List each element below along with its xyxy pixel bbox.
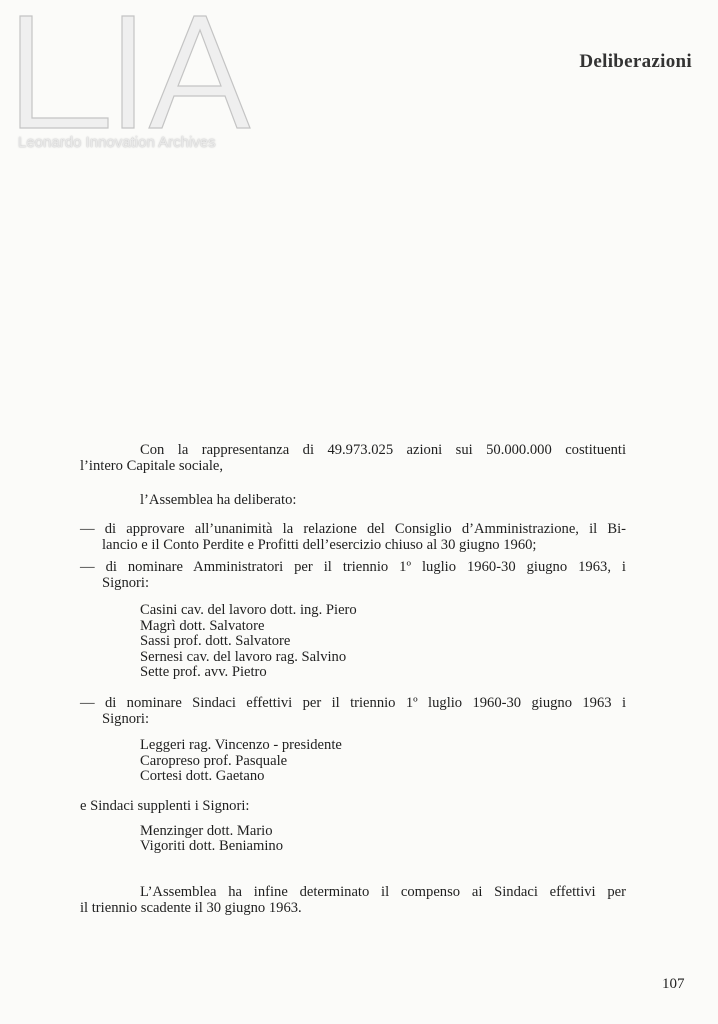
item-directors-line-2: Signori: — [102, 575, 150, 591]
directors-list — [80, 603, 626, 681]
item-auditors — [80, 695, 626, 727]
item-approve — [80, 521, 626, 553]
list-item: Sette prof. avv. Pietro — [140, 664, 267, 681]
item-directors-line-1: — di nominare Amministratori per il triennio 1º luglio 1960-30 giugno 1963, i — [80, 559, 626, 575]
closing-paragraph — [80, 884, 626, 916]
auditors-list — [80, 738, 626, 785]
assembly-resolved: l’Assemblea ha deliberato: — [140, 492, 297, 508]
list-item: Cortesi dott. Gaetano — [140, 768, 265, 785]
watermark-logo — [16, 12, 256, 160]
item-approve-line-1: — di approvare all’unanimità la relazione del Consiglio d’Amministrazione, il Bi- — [80, 521, 626, 537]
watermark-caption: Leonardo Innovation Archives — [18, 134, 216, 151]
substitutes-intro: e Sindaci supplenti i Signori: — [80, 797, 250, 814]
closing-line-2: il triennio scadente il 30 giugno 1963. — [80, 899, 302, 916]
page-title: Deliberazioni — [579, 51, 692, 72]
closing-line-1: L’Assemblea ha infine determinato il compenso ai Sindaci effettivi per — [140, 883, 626, 900]
document-body — [80, 442, 626, 916]
list-item: Vigoriti dott. Beniamino — [140, 838, 284, 855]
item-auditors-line-2: Signori: — [102, 710, 150, 727]
intro-line-1: Con la rappresentanza di 49.973.025 azioni sui 50.000.000 costituenti — [140, 442, 626, 458]
page-number: 107 — [662, 976, 685, 992]
intro-paragraph — [80, 442, 626, 474]
item-directors — [80, 559, 626, 591]
intro-line-2: l’intero Capitale sociale, — [80, 458, 224, 474]
list-item: Menzinger dott. Mario — [140, 822, 273, 839]
list-item: Magrì dott. Salvatore — [140, 617, 265, 634]
item-approve-line-2: lancio e il Conto Perdite e Profitti dell’esercizio chiuso al 30 giugno 1960; — [102, 537, 537, 553]
list-item: Leggeri rag. Vincenzo - presidente — [140, 736, 342, 753]
substitutes-list — [80, 824, 626, 855]
list-item: Casini cav. del lavoro dott. ing. Piero — [140, 602, 357, 618]
list-item: Caropreso prof. Pasquale — [140, 752, 288, 769]
item-auditors-line-1: — di nominare Sindaci effettivi per il triennio 1º luglio 1960-30 giugno 1963 i — [80, 694, 626, 711]
watermark-letters-icon — [16, 12, 256, 132]
list-item: Sassi prof. dott. Salvatore — [140, 633, 291, 650]
list-item: Sernesi cav. del lavoro rag. Salvino — [140, 648, 347, 665]
